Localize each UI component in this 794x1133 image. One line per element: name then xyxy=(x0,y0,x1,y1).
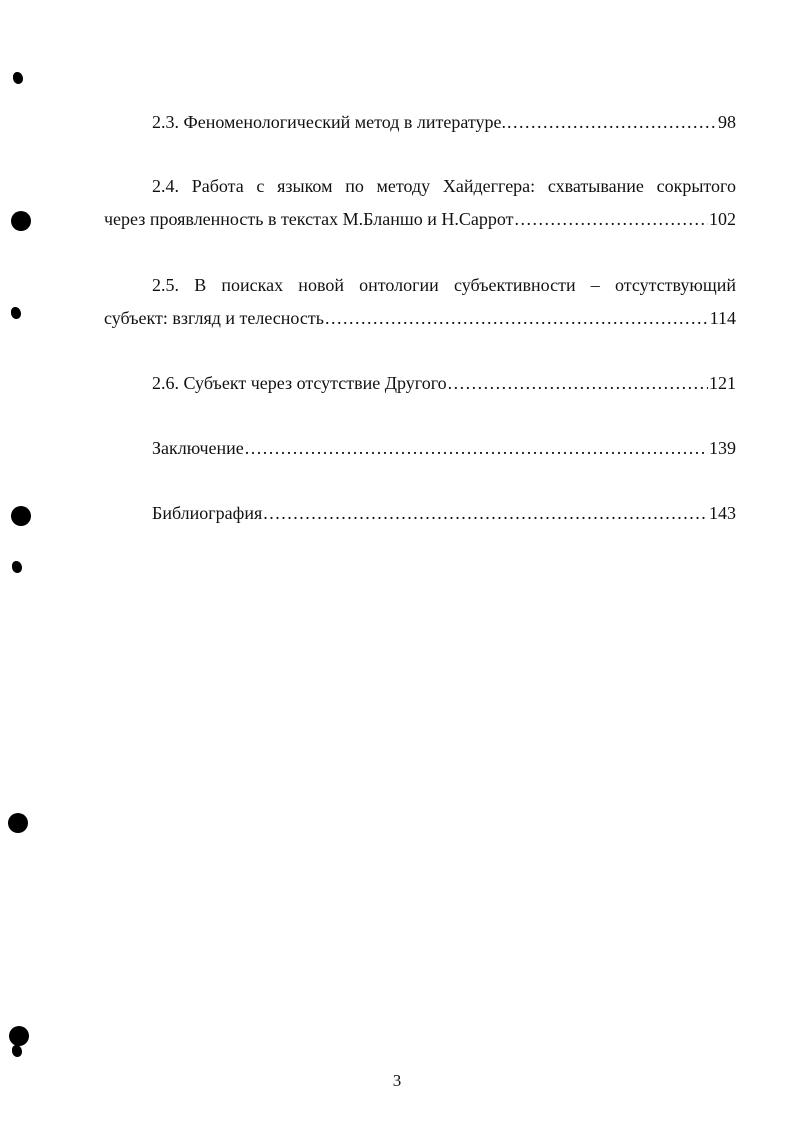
binder-hole xyxy=(8,813,28,833)
toc-leader xyxy=(448,367,708,400)
toc-entry-line xyxy=(104,432,736,465)
toc-entry xyxy=(104,269,736,335)
toc-entry xyxy=(104,497,736,530)
toc-leader xyxy=(514,203,708,236)
toc-page-number: 102 xyxy=(709,209,736,229)
toc-entry-title: Библиография xyxy=(152,503,263,523)
toc-entry-title: 2.5. В поисках новой онтологии субъективности – отсутствующий xyxy=(152,275,736,295)
toc-entry xyxy=(104,367,736,400)
toc-entry-line xyxy=(104,367,736,400)
toc-entry-line xyxy=(104,497,736,530)
binder-hole xyxy=(11,211,31,231)
toc-entry-title: Заключение xyxy=(152,438,244,458)
toc-entry-title: 2.3. Феноменологический метод в литературе. xyxy=(152,112,507,132)
scan-mark xyxy=(11,307,21,319)
toc-entry-line xyxy=(104,106,736,139)
toc-entry-line xyxy=(104,302,736,335)
toc-leader xyxy=(245,432,708,465)
scan-mark xyxy=(13,72,23,84)
toc-entry xyxy=(104,432,736,465)
toc-page-number: 139 xyxy=(709,438,736,458)
scan-mark xyxy=(12,561,22,573)
page-number: 3 xyxy=(392,1071,402,1090)
toc-entry xyxy=(104,106,736,139)
scan-mark xyxy=(12,1045,22,1057)
toc-page-number: 143 xyxy=(709,503,736,523)
toc-entry-title: 2.4. Работа с языком по методу Хайдеггера: схватывание сокрытого xyxy=(152,176,736,196)
toc-leader xyxy=(507,106,717,139)
toc-entry-line xyxy=(104,203,736,236)
toc-entry-title-continued: субъект: взгляд и телесность xyxy=(104,308,324,328)
toc-leader xyxy=(325,302,709,335)
toc-page-number: 121 xyxy=(709,373,736,393)
binder-hole xyxy=(11,506,31,526)
toc-entry xyxy=(104,170,736,236)
toc-entry-title: 2.6. Субъект через отсутствие Другого xyxy=(152,373,447,393)
toc-leader xyxy=(263,497,708,530)
toc-entry-title-continued: через проявленность в текстах М.Бланшо и Н.Саррот xyxy=(104,209,514,229)
toc-page-number: 98 xyxy=(718,112,736,132)
toc-page-number: 114 xyxy=(709,308,736,328)
binder-hole xyxy=(9,1026,29,1046)
